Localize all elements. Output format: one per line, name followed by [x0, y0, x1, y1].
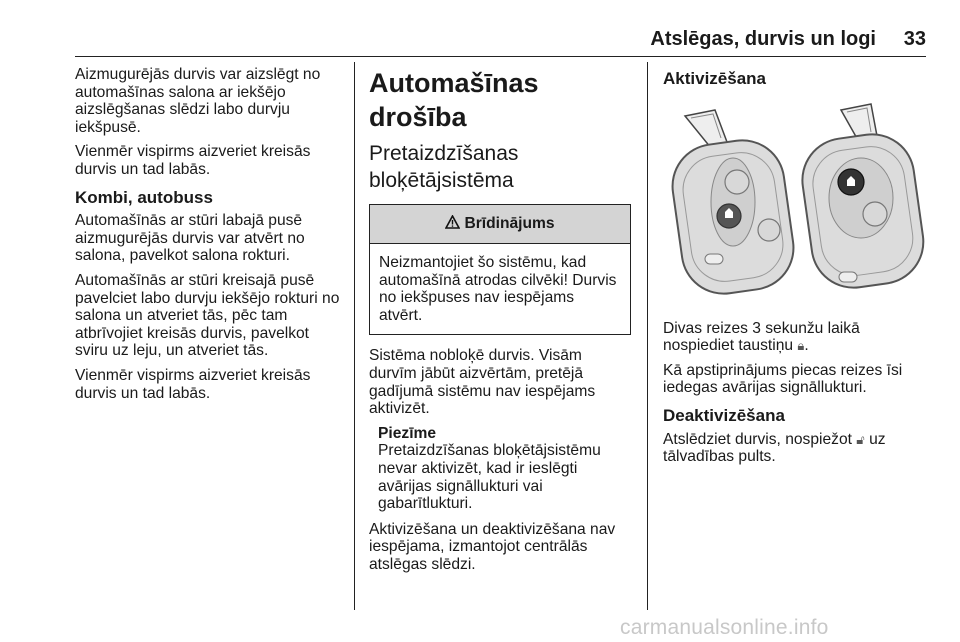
paragraph: Automašīnās ar stūri labajā pusē aizmugurējās durvis var atvērt no salona, pavelkot salona rokturi. [75, 212, 305, 265]
header-rule [75, 56, 926, 57]
key-right [797, 104, 926, 293]
warning-title: Brīdinājums [464, 215, 555, 233]
activation-text: Divas reizes 3 sekunžu laikā nospiediet taustiņu [663, 319, 860, 355]
section-title-line1: Pretaizdzīšanas [369, 142, 519, 165]
deactivation-text-pre: Atslēdziet durvis, nospiežot [663, 430, 852, 448]
lock-icon: 🔒︎ [797, 338, 805, 354]
section-title [369, 140, 632, 194]
note-text: Pretaizdzīšanas bloķētājsistēmu nevar aktivizēt, kad ir ieslēgti avārijas signāllukturi vai gabarītlukturi. [378, 442, 601, 513]
warning-header [370, 205, 630, 244]
column-divider-2 [647, 62, 648, 610]
header-title: Atslēgas, durvis un logi [650, 28, 876, 50]
paragraph: Kā apstiprinājums piecas reizes īsi iedegas avārijas signāllukturi. [663, 361, 903, 397]
chapter-title: Automašīnas drošība [369, 68, 539, 132]
watermark: carmanualsonline.info [620, 616, 829, 639]
section-title-line2: bloķētājsistēma [369, 169, 514, 192]
warning-text: Neizmantojiet šo sistēmu, kad automašīnā atrodas cilvēki! Durvis no iekšpuses nav iespējams atvērt. [379, 254, 617, 324]
paragraph: Aizmugurējās durvis var aizslēgt no automašīnas salona ar iekšējo aizslēgšanas slēdzi labo durvju iekšpusē. [75, 66, 321, 136]
warning-box [369, 204, 631, 335]
page-header [75, 28, 926, 54]
paragraph: Vienmēr vispirms aizveriet kreisās durvis un tad labās. [75, 366, 311, 402]
section-heading: Aktivizēšana [663, 69, 766, 88]
section-heading: Deaktivizēšana [663, 405, 785, 425]
paragraph: Automašīnās ar stūri kreisajā pusē pavelciet labo durvju iekšējo rokturi no salona un atveriet tās, pēc tam atbrīvojiet kreisās durvis, pavelkot sviru uz leju, un atveriet tās. [75, 271, 340, 360]
warning-triangle-icon [445, 215, 460, 234]
remote-key-illustration [663, 102, 926, 302]
paragraph: Sistēma nobloķē durvis. Visām durvīm jābūt aizvērtām, pretējā gadījumā sistēmu nav iespējams aktivizēt. [369, 347, 596, 418]
paragraph [663, 431, 926, 466]
column-left [75, 66, 343, 409]
paragraph: Vienmēr vispirms aizveriet kreisās durvis un tad labās. [75, 143, 311, 178]
key-left [667, 110, 799, 299]
note-box [378, 425, 632, 513]
paragraph: Divas reizes 3 sekunžu laikā nospiediet taustiņu 🔒︎. [663, 319, 860, 355]
deactivation-text-post: uz tālvadības pults. [663, 430, 886, 466]
column-divider-1 [354, 62, 355, 610]
column-middle [369, 66, 632, 581]
page-number: 33 [903, 28, 926, 50]
paragraph: Aktivizēšana un deaktivizēšana nav iespējama, izmantojot centrālās atslēgas slēdzi. [369, 520, 616, 573]
column-right [663, 66, 926, 473]
note-title: Piezīme [378, 424, 437, 442]
unlock-icon: 🔓︎ [856, 431, 865, 447]
section-heading: Kombi, autobuss [75, 187, 213, 207]
